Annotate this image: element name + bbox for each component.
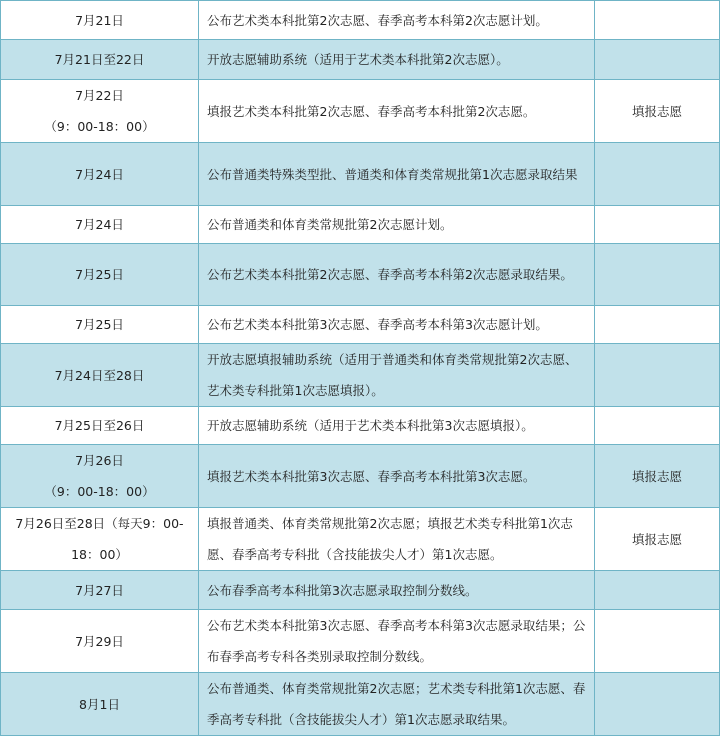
date-cell: [1, 40, 199, 80]
date-line: 7月29日: [75, 633, 124, 649]
table-row: [1, 407, 720, 445]
action-cell: [595, 344, 720, 407]
action-cell: [595, 244, 720, 306]
date-cell: [1, 610, 199, 673]
content-cell: 公布春季高考本科批第3次志愿录取控制分数线。: [199, 571, 595, 610]
date-cell: [1, 1, 199, 40]
schedule-table-body: [1, 1, 720, 736]
content-cell: 公布艺术类本科批第3次志愿、春季高考本科第3次志愿录取结果；公布春季高考专科各类别录取控制分数线。: [199, 610, 595, 673]
date-line: 8月1日: [79, 696, 120, 712]
table-row: [1, 571, 720, 610]
date-cell: [1, 306, 199, 344]
action-cell: [595, 1, 720, 40]
table-row: [1, 445, 720, 508]
date-line: 7月24日: [75, 166, 124, 182]
content-cell: 公布普通类、体育类常规批第2次志愿；艺术类专科批第1次志愿、春季高考专科批（含技能拔尖人才）第1次志愿录取结果。: [199, 673, 595, 736]
content-cell: 填报艺术类本科批第2次志愿、春季高考本科批第2次志愿。: [199, 80, 595, 143]
content-cell: 填报艺术类本科批第3次志愿、春季高考本科批第3次志愿。: [199, 445, 595, 508]
action-cell: [595, 673, 720, 736]
content-cell: 公布艺术类本科批第2次志愿、春季高考本科第2次志愿录取结果。: [199, 244, 595, 306]
action-cell: 填报志愿: [595, 508, 720, 571]
date-cell: [1, 407, 199, 445]
date-cell: [1, 206, 199, 244]
date-cell: [1, 80, 199, 143]
content-cell: 开放志愿辅助系统（适用于艺术类本科批第3次志愿填报）。: [199, 407, 595, 445]
content-cell: 公布艺术类本科批第2次志愿、春季高考本科第2次志愿计划。: [199, 1, 595, 40]
table-row: [1, 306, 720, 344]
action-cell: [595, 143, 720, 206]
table-row: [1, 344, 720, 407]
action-cell: 填报志愿: [595, 445, 720, 508]
table-row: [1, 610, 720, 673]
date-line: 7月21日: [75, 12, 124, 28]
content-cell: 开放志愿辅助系统（适用于艺术类本科批第2次志愿）。: [199, 40, 595, 80]
date-line: 7月25日: [75, 317, 124, 332]
action-cell: [595, 306, 720, 344]
table-row: [1, 80, 720, 143]
action-cell: [595, 40, 720, 80]
date-cell: [1, 344, 199, 407]
content-cell: 填报普通类、体育类常规批第2次志愿；填报艺术类专科批第1次志愿、春季高考专科批（含技能拔尖人才）第1次志愿。: [199, 508, 595, 571]
table-row: [1, 508, 720, 571]
action-cell: [595, 206, 720, 244]
content-cell: 公布艺术类本科批第3次志愿、春季高考本科第3次志愿计划。: [199, 306, 595, 344]
date-cell: [1, 571, 199, 610]
action-cell: 填报志愿: [595, 80, 720, 143]
date-line: 7月24日: [75, 217, 124, 232]
date-line: 7月27日: [75, 582, 124, 598]
content-cell: 开放志愿填报辅助系统（适用于普通类和体育类常规批第2次志愿、艺术类专科批第1次志愿填报）。: [199, 344, 595, 407]
table-row: [1, 673, 720, 736]
date-line: 7月25日至26日: [54, 418, 145, 433]
date-line: 7月25日: [75, 267, 124, 282]
content-cell: 公布普通类特殊类型批、普通类和体育类常规批第1次志愿录取结果: [199, 143, 595, 206]
content-cell: 公布普通类和体育类常规批第2次志愿计划。: [199, 206, 595, 244]
action-cell: [595, 571, 720, 610]
table-row: [1, 206, 720, 244]
date-line: （9：00-18：00）: [44, 484, 155, 499]
date-line: 7月24日至28日: [54, 367, 145, 383]
date-line: 7月26日至28日（每天9：00-18：00）: [15, 516, 184, 562]
date-cell: [1, 508, 199, 571]
date-line: 7月21日至22日: [54, 52, 145, 67]
date-cell: [1, 143, 199, 206]
table-row: [1, 1, 720, 40]
table-row: [1, 40, 720, 80]
date-cell: [1, 244, 199, 306]
action-cell: [595, 407, 720, 445]
table-row: [1, 244, 720, 306]
date-cell: [1, 445, 199, 508]
date-cell: [1, 673, 199, 736]
action-cell: [595, 610, 720, 673]
table-row: [1, 143, 720, 206]
date-line: 7月26日: [75, 453, 124, 468]
date-line: 7月22日: [75, 88, 124, 103]
date-line: （9：00-18：00）: [44, 119, 155, 134]
